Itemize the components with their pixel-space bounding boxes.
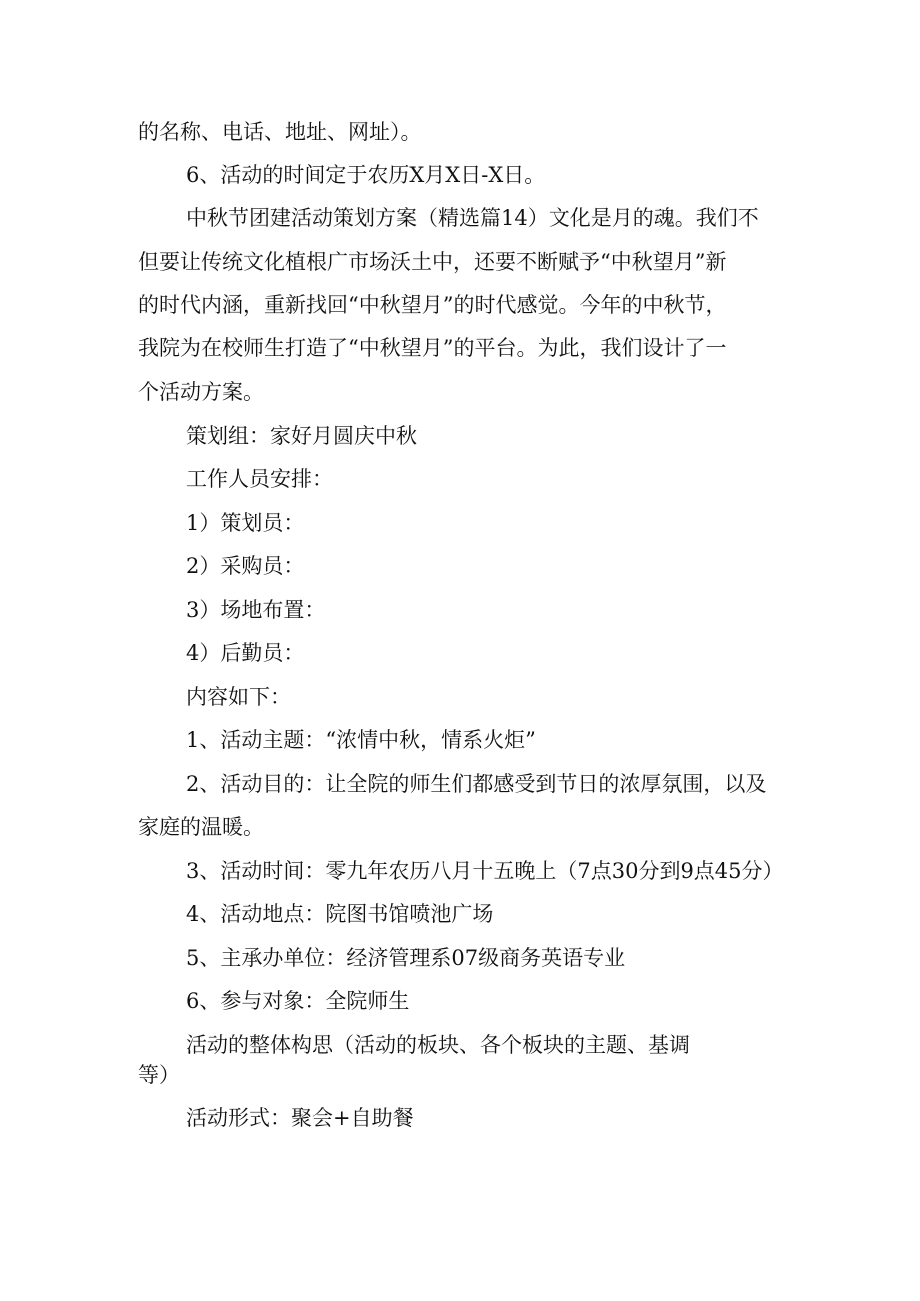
text-line: 活动形式：聚会+自助餐 xyxy=(186,1106,414,1130)
text-line: 个活动方案。 xyxy=(138,380,264,404)
text-line: 活动的整体构思（活动的板块、各个板块的主题、基调 xyxy=(186,1033,690,1057)
text-line: 2）采购员： xyxy=(186,554,305,578)
text-line: 6、参与对象：全院师生 xyxy=(186,989,410,1013)
text-line: 4、活动地点：院图书馆喷池广场 xyxy=(186,902,494,926)
text-line: 6、活动的时间定于农历X月X日-X日。 xyxy=(186,163,546,187)
text-line: 1）策划员： xyxy=(186,511,305,535)
text-line: 中秋节团建活动策划方案（精选篇14）文化是月的魂。我们不 xyxy=(186,206,759,230)
text-line: 3、活动时间：零九年农历八月十五晚上（7点30分到9点45分） xyxy=(186,859,784,883)
text-line: 1、活动主题：“浓情中秋，情系火炬” xyxy=(186,728,536,752)
text-line: 3）场地布置： xyxy=(186,598,326,622)
text-line: 工作人员安排： xyxy=(186,467,333,491)
text-line: 4）后勤员： xyxy=(186,641,305,665)
text-line: 的时代内涵，重新找回“中秋望月”的时代感觉。今年的中秋节， xyxy=(138,293,727,317)
text-line: 我院为在校师生打造了“中秋望月”的平台。为此，我们设计了一 xyxy=(138,336,727,360)
text-line: 家庭的温暖。 xyxy=(138,815,264,839)
text-line: 但要让传统文化植根广市场沃土中，还要不断赋予“中秋望月”新 xyxy=(138,250,727,274)
text-line: 等） xyxy=(138,1063,180,1087)
text-line: 5、主承办单位：经济管理系07级商务英语专业 xyxy=(186,946,626,970)
text-line: 2、活动目的：让全院的师生们都感受到节日的浓厚氛围，以及 xyxy=(186,772,767,796)
text-line: 内容如下： xyxy=(186,685,291,709)
text-line: 策划组：家好月圆庆中秋 xyxy=(186,424,417,448)
text-line: 的名称、电话、地址、网址）。 xyxy=(138,120,422,144)
